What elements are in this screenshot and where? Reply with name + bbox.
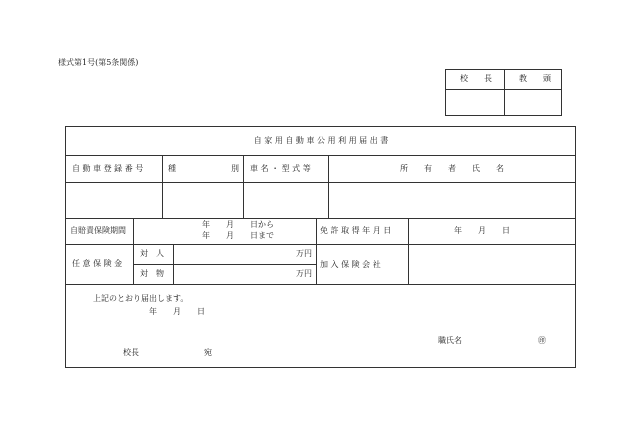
type-header-left: 種: [168, 164, 176, 173]
addressee-label: 校長: [123, 348, 139, 357]
bodily-injury-unit: 万円: [296, 249, 312, 258]
model-header: 車 名 ・ 型 式 等: [250, 164, 311, 173]
insurance-period-to[interactable]: 年 月 日まで: [202, 231, 274, 240]
license-date-label: 免 許 取 得 年 月 日: [320, 226, 392, 235]
registration-number-header: 自 動 車 登 録 番 号: [72, 164, 144, 173]
form-title: 自 家 用 自 動 車 公 用 利 用 届 出 書: [253, 136, 389, 145]
type-header-right: 別: [231, 164, 239, 173]
insurance-period-from[interactable]: 年 月 日から: [202, 220, 274, 229]
signer-name-label: 職氏名: [438, 336, 462, 345]
registration-form: [65, 126, 576, 368]
property-damage-label: 対 物: [140, 269, 164, 278]
property-damage-unit: 万円: [296, 269, 312, 278]
insurance-period-label: 自賠責保険期間: [70, 226, 126, 235]
insurance-company-cell[interactable]: [409, 245, 575, 283]
model-cell[interactable]: [244, 183, 327, 217]
type-cell[interactable]: [163, 183, 242, 217]
registration-number-cell[interactable]: [67, 183, 161, 217]
principal-label: 校 長: [460, 74, 492, 83]
license-date-value[interactable]: 年 月 日: [454, 226, 510, 235]
vice-principal-label: 教 頭: [519, 74, 551, 83]
vice-principal-seal-cell[interactable]: [505, 90, 562, 116]
owner-name-header: 所 有 者 氏 名: [400, 164, 504, 173]
principal-seal-cell[interactable]: [446, 90, 504, 116]
voluntary-insurance-label: 任 意 保 険 金: [72, 259, 123, 268]
insurance-company-label: 加 入 保 険 会 社: [320, 260, 381, 269]
declaration-text: 上記のとおり届出します。: [93, 294, 189, 303]
seal-mark: ㊞: [538, 336, 546, 345]
form-number: 様式第1号(第5条関係): [58, 58, 139, 67]
bodily-injury-label: 対 人: [140, 249, 164, 258]
owner-name-cell[interactable]: [329, 183, 575, 217]
declaration-date[interactable]: 年 月 日: [149, 307, 205, 316]
approval-stamp-box: [445, 69, 562, 116]
addressee-suffix: 宛: [204, 348, 212, 357]
